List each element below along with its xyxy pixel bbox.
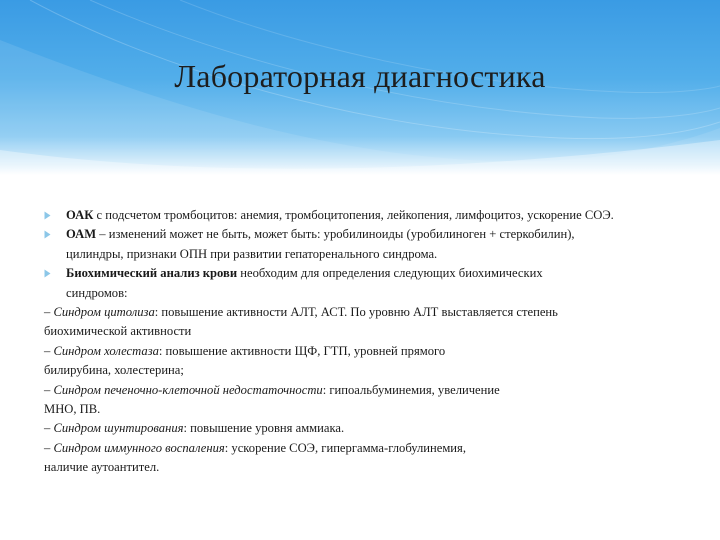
test-description-cont: цилиндры, признаки ОПН при развитии гепаторенального синдрома. (66, 246, 438, 261)
bullet-arrow-icon (44, 211, 51, 220)
list-item (44, 264, 684, 303)
test-description: с подсчетом тромбоцитов: анемия, тромбоцитопения, лейкопения, лимфоцитоз, ускорение СОЭ. (93, 208, 614, 222)
dash: – (44, 421, 54, 436)
list-item (44, 206, 684, 225)
header-background (0, 0, 720, 175)
syndrome-item (44, 419, 684, 438)
content-body (44, 206, 684, 478)
syndrome-description: : гипоальбуминемия, увеличение (322, 382, 500, 397)
syndrome-name: Синдром иммунного воспаления (53, 440, 225, 455)
test-name: Биохимический анализ крови (66, 266, 238, 281)
syndrome-name: Синдром цитолиза (53, 305, 155, 320)
test-description-cont: синдромов: (66, 285, 128, 300)
dash: – (44, 382, 54, 397)
syndrome-name: Синдром печеночно-клеточной недостаточности (53, 382, 323, 397)
syndrome-item (44, 381, 684, 420)
test-description: – изменений может не быть, может быть: уробилиноиды (уробилиноген + стеркобилин), (96, 227, 575, 242)
syndrome-description-cont: наличие аутоантител. (44, 460, 160, 475)
syndrome-description-cont: биохимической активности (44, 324, 192, 339)
list-item (44, 225, 684, 264)
syndrome-name: Синдром шунтирования (53, 421, 184, 436)
syndrome-description-cont: билирубина, холестерина; (44, 363, 184, 378)
syndrome-name: Синдром холестаза (53, 343, 159, 358)
page-title: Лабораторная диагностика (174, 58, 546, 94)
syndrome-description: : повышение уровня аммиака. (183, 421, 345, 436)
syndrome-description: : ускорение СОЭ, гипергамма-глобулинемия, (224, 440, 466, 455)
bullet-arrow-icon (44, 230, 51, 239)
test-name: ОАК (66, 208, 94, 222)
syndrome-description: : повышение активности АЛТ, АСТ. По уровню АЛТ выставляется степень (154, 305, 558, 320)
syndrome-description: : повышение активности ЩФ, ГТП, уровней прямого (158, 343, 446, 358)
syndrome-item (44, 303, 684, 342)
test-description: необходим для определения следующих биохимических (237, 266, 543, 281)
syndrome-item (44, 439, 684, 478)
bullet-arrow-icon (44, 269, 51, 278)
dash: – (44, 305, 54, 320)
syndrome-item (44, 342, 684, 381)
dash: – (44, 343, 54, 358)
dash: – (44, 440, 54, 455)
syndrome-description-cont: МНО, ПВ. (44, 402, 101, 417)
test-name: ОАМ (66, 227, 97, 242)
